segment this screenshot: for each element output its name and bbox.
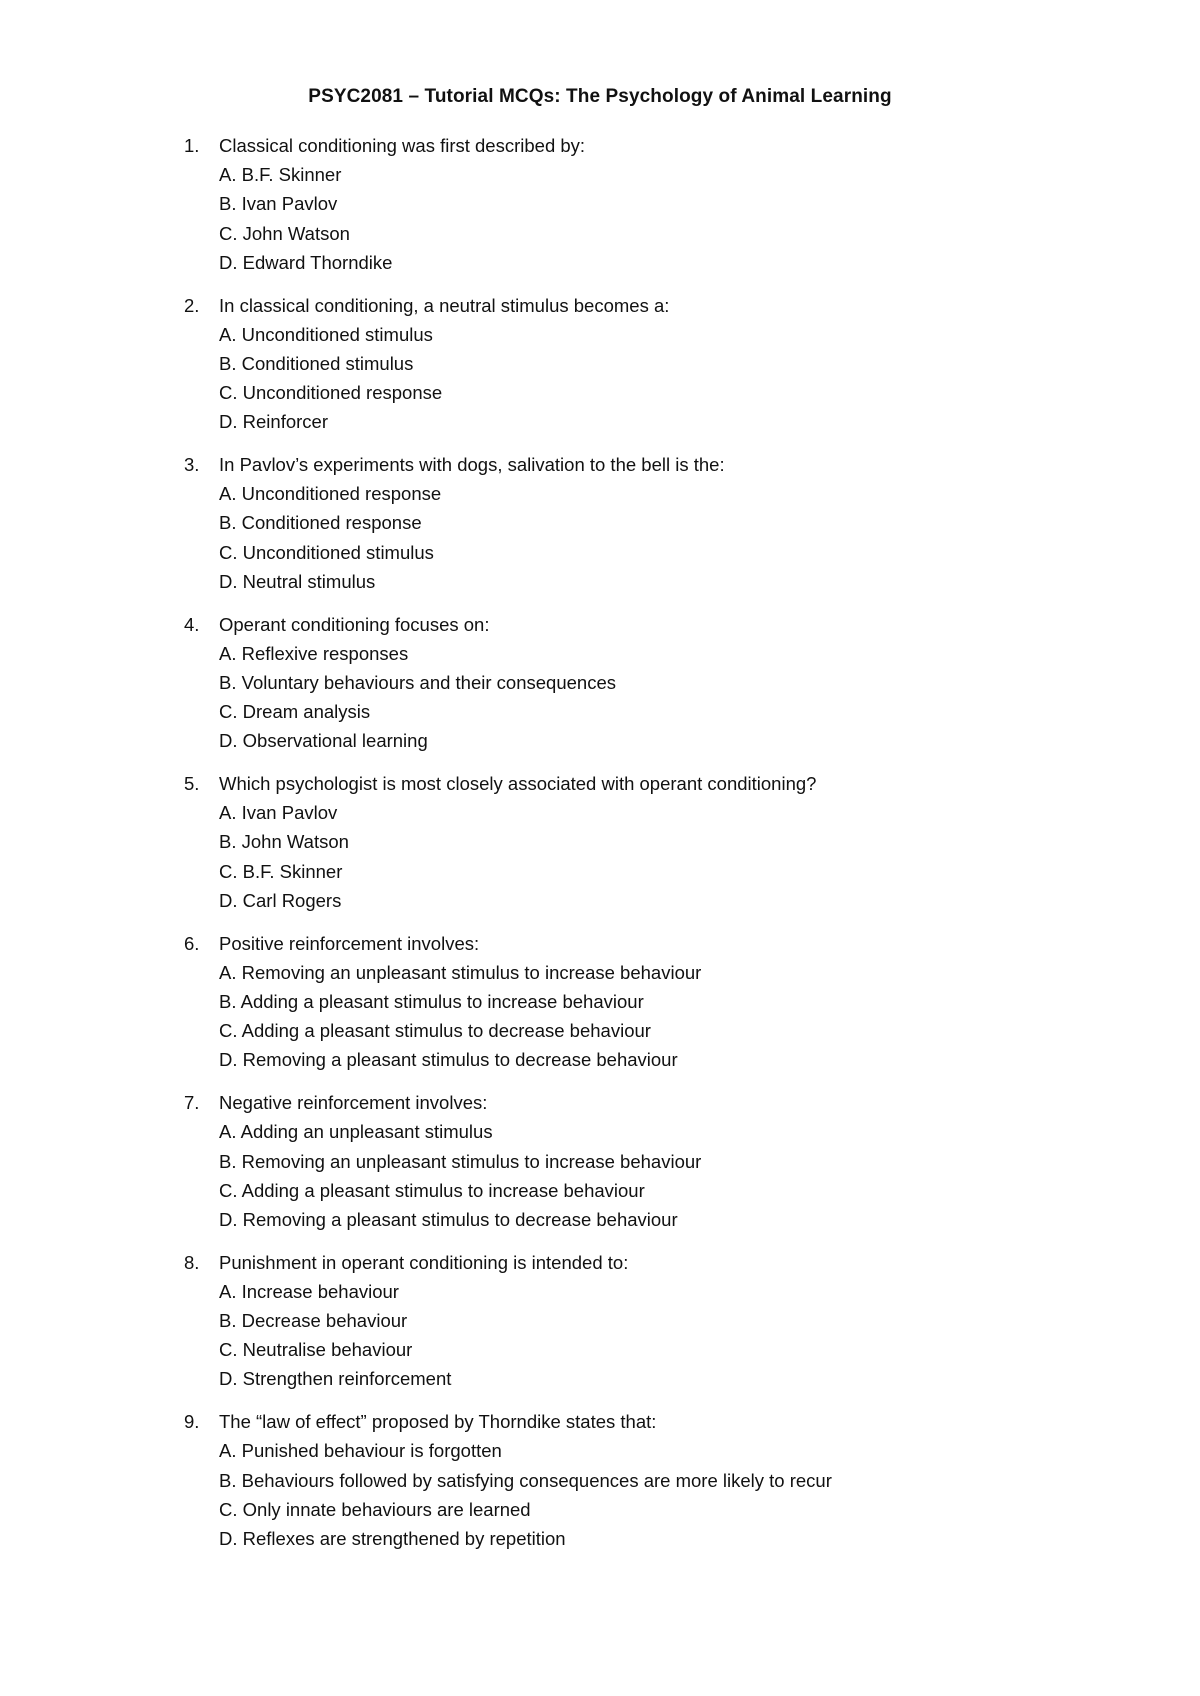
answer-option-d: D. Removing a pleasant stimulus to decrease behaviour <box>219 1049 678 1071</box>
answer-option-a: A. Unconditioned response <box>219 483 442 505</box>
question-stem: Negative reinforcement involves: <box>219 1092 488 1114</box>
question-number: 6. <box>184 932 200 954</box>
question-3 <box>184 450 1144 596</box>
answer-option-b: B. Behaviours followed by satisfying consequences are more likely to recur <box>219 1469 832 1491</box>
answer-option-a: A. Unconditioned stimulus <box>219 323 433 345</box>
question-stem: In classical conditioning, a neutral stimulus becomes a: <box>219 294 670 316</box>
answer-options <box>184 160 1144 277</box>
question-8 <box>184 1248 1144 1394</box>
question-stem: Positive reinforcement involves: <box>219 932 480 954</box>
question-number: 2. <box>184 294 200 316</box>
answer-option-d: D. Reinforcer <box>219 411 328 433</box>
answer-option-b: B. Conditioned response <box>219 512 422 534</box>
answer-option-a: A. Ivan Pavlov <box>219 802 338 824</box>
question-1 <box>184 131 1144 277</box>
answer-option-c: C. Dream analysis <box>219 701 371 723</box>
question-2 <box>184 291 1144 437</box>
answer-options <box>184 479 1144 596</box>
question-5 <box>184 769 1144 915</box>
answer-option-c: C. John Watson <box>219 222 350 244</box>
answer-option-a: A. Adding an unpleasant stimulus <box>219 1121 493 1143</box>
question-stem: Classical conditioning was first described by: <box>219 135 586 156</box>
question-stem: Which psychologist is most closely associated with operant conditioning? <box>219 773 817 795</box>
question-7 <box>184 1088 1144 1234</box>
answer-option-b: B. Conditioned stimulus <box>219 352 414 374</box>
answer-option-c: C. Unconditioned response <box>219 382 443 404</box>
answer-option-a: A. B.F. Skinner <box>219 164 342 186</box>
question-stem: Punishment in operant conditioning is intended to: <box>219 1251 629 1273</box>
question-number: 4. <box>184 613 200 635</box>
question-number: 5. <box>184 773 200 795</box>
answer-options <box>184 320 1144 437</box>
document-title: PSYC2081 – Tutorial MCQs: The Psychology of Animal Learning <box>308 86 892 107</box>
answer-option-a: A. Reflexive responses <box>219 642 409 664</box>
answer-options <box>184 1117 1144 1234</box>
answer-options <box>184 639 1144 756</box>
answer-options <box>184 798 1144 915</box>
answer-option-b: B. Removing an unpleasant stimulus to increase behaviour <box>219 1150 702 1172</box>
answer-option-c: C. Adding a pleasant stimulus to increase behaviour <box>219 1179 645 1201</box>
question-9 <box>184 1407 1144 1553</box>
question-number: 7. <box>184 1092 200 1114</box>
answer-option-d: D. Reflexes are strengthened by repetition <box>219 1527 566 1549</box>
answer-option-a: A. Removing an unpleasant stimulus to increase behaviour <box>219 961 702 983</box>
answer-option-c: C. B.F. Skinner <box>219 860 343 882</box>
answer-option-d: D. Neutral stimulus <box>219 570 376 592</box>
answer-option-c: C. Adding a pleasant stimulus to decrease behaviour <box>219 1020 651 1042</box>
answer-options <box>184 1277 1144 1394</box>
question-stem: In Pavlov’s experiments with dogs, salivation to the bell is the: <box>219 454 725 476</box>
question-stem: The “law of effect” proposed by Thorndike states that: <box>219 1411 657 1433</box>
answer-option-d: D. Carl Rogers <box>219 889 342 911</box>
answer-option-c: C. Unconditioned stimulus <box>219 541 434 563</box>
question-number: 8. <box>184 1251 200 1273</box>
answer-option-d: D. Edward Thorndike <box>219 251 393 273</box>
question-number: 3. <box>184 454 200 476</box>
answer-option-b: B. Adding a pleasant stimulus to increase behaviour <box>219 990 644 1012</box>
answer-option-c: C. Neutralise behaviour <box>219 1339 413 1361</box>
answer-option-b: B. Decrease behaviour <box>219 1310 408 1332</box>
answer-option-c: C. Only innate behaviours are learned <box>219 1498 531 1520</box>
answer-option-b: B. Ivan Pavlov <box>219 193 338 215</box>
answer-option-d: D. Removing a pleasant stimulus to decrease behaviour <box>219 1208 678 1230</box>
question-stem: Operant conditioning focuses on: <box>219 613 490 635</box>
answer-option-b: B. John Watson <box>219 831 349 853</box>
question-4 <box>184 610 1144 756</box>
question-number: 1. <box>184 135 200 156</box>
answer-option-a: A. Increase behaviour <box>219 1280 399 1302</box>
answer-option-d: D. Strengthen reinforcement <box>219 1368 452 1390</box>
answer-option-d: D. Observational learning <box>219 730 428 752</box>
answer-options <box>184 958 1144 1075</box>
question-number: 9. <box>184 1411 200 1433</box>
answer-option-a: A. Punished behaviour is forgotten <box>219 1440 502 1462</box>
question-6 <box>184 929 1144 1075</box>
question-list <box>184 131 1144 1567</box>
answer-options <box>184 1436 1144 1553</box>
answer-option-b: B. Voluntary behaviours and their consequences <box>219 671 616 693</box>
